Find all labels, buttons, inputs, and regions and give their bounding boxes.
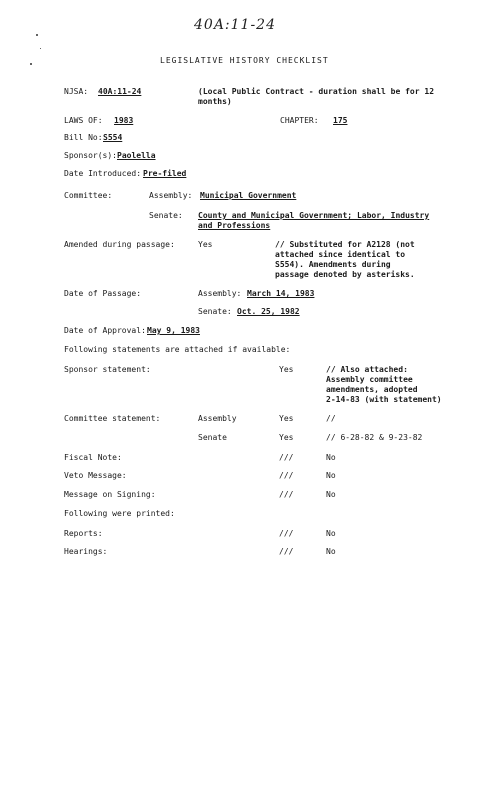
- sponsor-value: Paolella: [117, 151, 156, 160]
- sponsor-statement-label: Sponsor statement:: [64, 365, 151, 374]
- passage-senate-label: Senate:: [198, 307, 232, 316]
- committee-assembly-label: Assembly:: [149, 191, 193, 200]
- introduced-value: Pre-filed: [143, 169, 187, 178]
- scan-mark: [40, 48, 41, 49]
- njsa-value: 40A:11-24: [98, 87, 142, 96]
- amended-note-line3: S554). Amendments during: [275, 260, 391, 269]
- signing-mark: ///: [279, 490, 294, 499]
- amended-note-line4: passage denoted by asterisks.: [275, 270, 415, 279]
- committee-statement-label: Committee statement:: [64, 414, 161, 423]
- statements-heading: Following statements are attached if available:: [64, 345, 291, 354]
- bill-label: Bill No:: [64, 133, 103, 142]
- committee-assembly-value: Municipal Government: [200, 191, 297, 200]
- passage-senate-value: Oct. 25, 1982: [237, 307, 300, 316]
- njsa-note-line1: (Local Public Contract - duration shall be for 12: [198, 87, 435, 96]
- scan-mark: [36, 34, 38, 36]
- passage-assembly-value: March 14, 1983: [247, 289, 315, 298]
- laws-label: LAWS OF:: [64, 116, 103, 125]
- passage-label: Date of Passage:: [64, 289, 142, 298]
- approval-value: May 9, 1983: [147, 326, 200, 335]
- sponsor-statement-note-line4: 2-14-83 (with statement): [326, 395, 442, 404]
- page-title: LEGISLATIVE HISTORY CHECKLIST: [160, 56, 329, 65]
- printed-heading: Following were printed:: [64, 509, 175, 518]
- approval-label: Date of Approval:: [64, 326, 146, 335]
- veto-mark: ///: [279, 471, 294, 480]
- handwritten-citation: 40A:11-24: [194, 17, 277, 33]
- reports-mark: ///: [279, 529, 294, 538]
- fiscal-value: No: [326, 453, 336, 462]
- sponsor-statement-note-line2: Assembly committee: [326, 375, 413, 384]
- committee-senate-label: Senate:: [149, 211, 183, 220]
- committee-statement-assembly-value: Yes: [279, 414, 294, 423]
- committee-statement-assembly-note: //: [326, 414, 336, 423]
- sponsor-statement-note-line3: amendments, adopted: [326, 385, 418, 394]
- fiscal-mark: ///: [279, 453, 294, 462]
- committee-statement-assembly-label: Assembly: [198, 414, 237, 423]
- scan-mark: [30, 63, 32, 65]
- bill-value: S554: [103, 133, 123, 142]
- amended-value: Yes: [198, 240, 213, 249]
- sponsor-statement-note-line1: // Also attached:: [326, 365, 408, 374]
- fiscal-label: Fiscal Note:: [64, 453, 122, 462]
- committee-statement-senate-value: Yes: [279, 433, 294, 442]
- introduced-label: Date Introduced:: [64, 169, 142, 178]
- committee-senate-value-line2: and Professions: [198, 221, 271, 230]
- amended-note-line1: // Substituted for A2128 (not: [275, 240, 415, 249]
- reports-value: No: [326, 529, 336, 538]
- signing-value: No: [326, 490, 336, 499]
- hearings-mark: ///: [279, 547, 294, 556]
- passage-assembly-label: Assembly:: [198, 289, 242, 298]
- njsa-note-line2: months): [198, 97, 232, 106]
- hearings-value: No: [326, 547, 336, 556]
- sponsor-statement-value: Yes: [279, 365, 294, 374]
- reports-label: Reports:: [64, 529, 103, 538]
- amended-label: Amended during passage:: [64, 240, 175, 249]
- amended-note-line2: attached since identical to: [275, 250, 406, 259]
- committee-statement-senate-note: // 6-28-82 & 9-23-82: [326, 433, 423, 442]
- laws-value: 1983: [114, 116, 134, 125]
- veto-value: No: [326, 471, 336, 480]
- committee-statement-senate-label: Senate: [198, 433, 227, 442]
- chapter-label: CHAPTER:: [280, 116, 319, 125]
- hearings-label: Hearings:: [64, 547, 108, 556]
- veto-label: Veto Message:: [64, 471, 127, 480]
- committee-senate-value-line1: County and Municipal Government; Labor, Industry: [198, 211, 430, 220]
- chapter-value: 175: [333, 116, 348, 125]
- signing-label: Message on Signing:: [64, 490, 156, 499]
- njsa-label: NJSA:: [64, 87, 89, 96]
- committee-label: Committee:: [64, 191, 113, 200]
- sponsor-label: Sponsor(s):: [64, 151, 117, 160]
